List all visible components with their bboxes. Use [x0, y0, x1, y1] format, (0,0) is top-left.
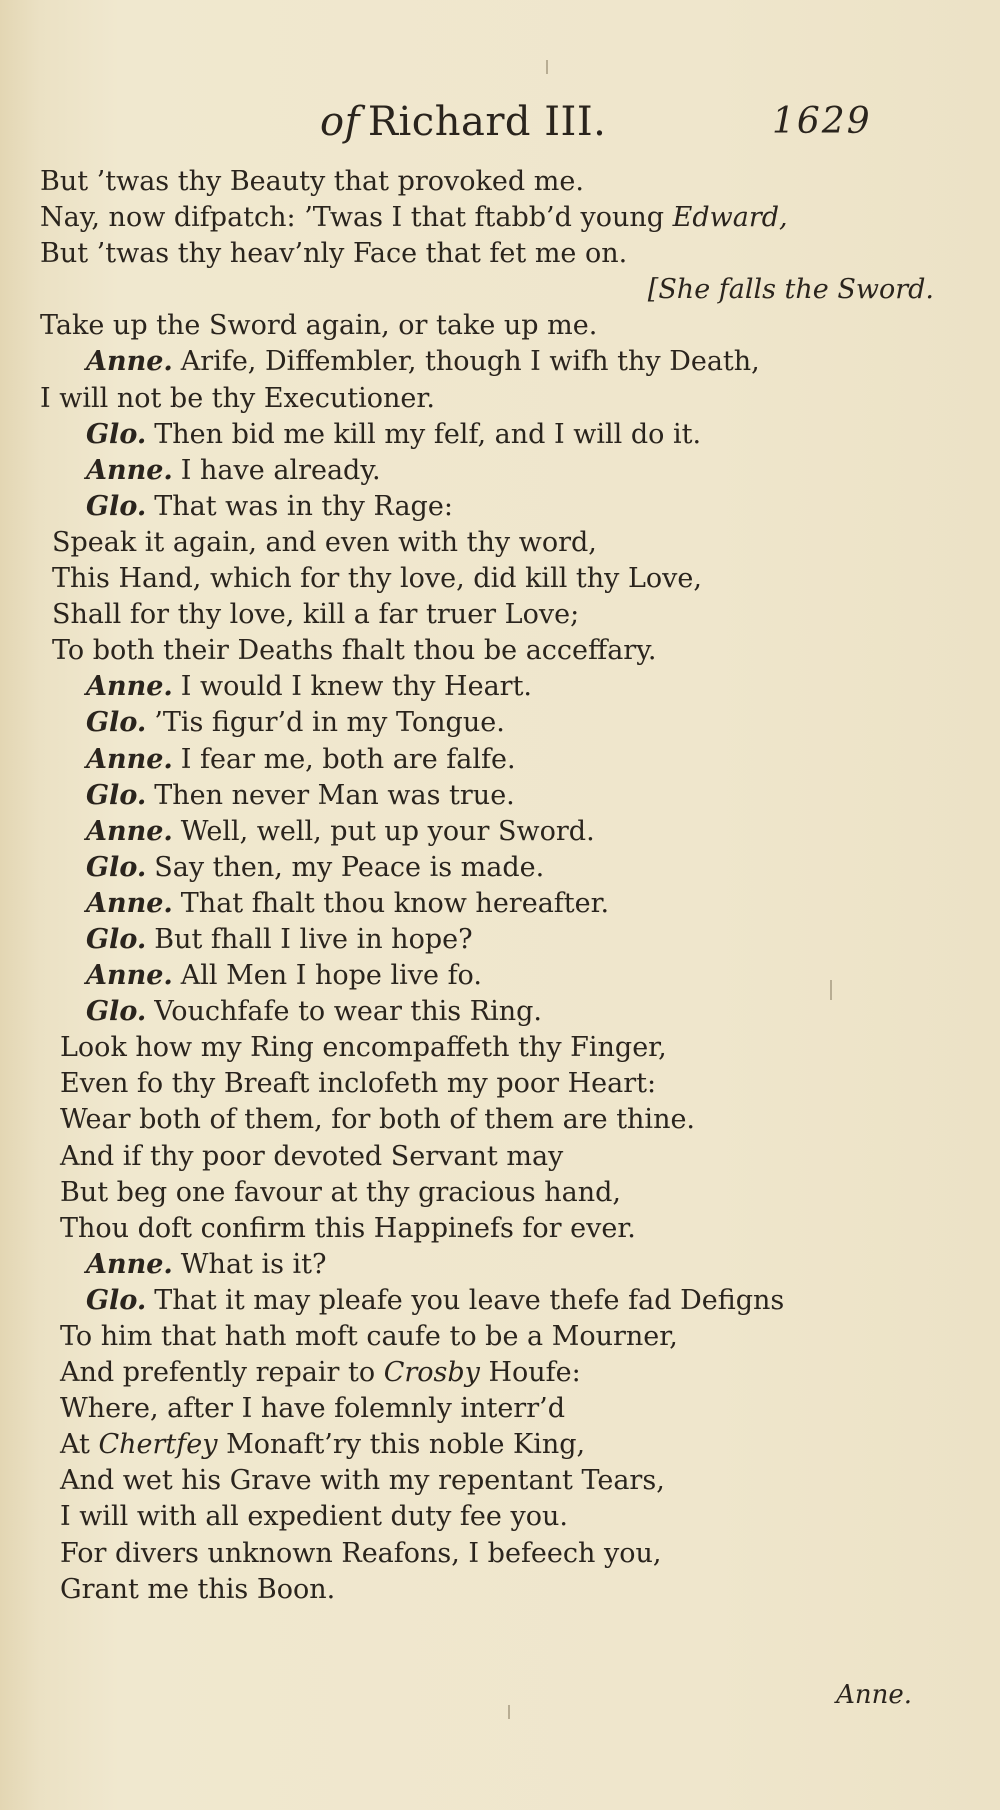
- verse-line: [40, 200, 940, 236]
- speaker-name: Anne.: [86, 454, 173, 486]
- line-text: I have already.: [180, 454, 381, 486]
- verse-line: [40, 1175, 940, 1211]
- verse-line: [40, 814, 940, 850]
- italic-name: Chertfey: [98, 1429, 218, 1461]
- line-text: For divers unknown Reafons, I befeech you,: [60, 1537, 662, 1569]
- speaker-name: Anne.: [86, 346, 173, 378]
- play-text: [40, 164, 940, 1608]
- line-text: At: [60, 1429, 99, 1461]
- speaker-name: Glo.: [86, 996, 147, 1028]
- line-text: That fhalt thou know hereafter.: [180, 887, 610, 919]
- line-text: Thou doft confirm this Happinefs for ever.: [60, 1212, 636, 1244]
- verse-line: [40, 1247, 940, 1283]
- speaker-name: Anne.: [86, 743, 173, 775]
- verse-line: [40, 1355, 940, 1391]
- line-text-continued: Houfe:: [479, 1357, 581, 1389]
- verse-line: [40, 236, 940, 272]
- running-head-of: of: [320, 99, 360, 145]
- speaker-name: Anne.: [86, 671, 173, 703]
- line-text: And wet his Grave with my repentant Tears,: [60, 1465, 665, 1497]
- verse-line: [40, 1319, 940, 1355]
- running-head-title: Richard III.: [367, 99, 607, 145]
- verse-line: [40, 1499, 940, 1535]
- verse-line: [40, 1572, 940, 1608]
- verse-line: [40, 886, 940, 922]
- line-text: And prefently repair to: [60, 1357, 384, 1389]
- line-text: Wear both of them, for both of them are thine.: [60, 1104, 696, 1136]
- line-text: Where, after I have folemnly interr’d: [60, 1393, 565, 1425]
- line-text: Even fo thy Breaft inclofeth my poor Heart:: [60, 1068, 657, 1100]
- line-text: All Men I hope live fo.: [180, 960, 482, 992]
- verse-line: [40, 308, 940, 344]
- page-header: [0, 92, 1000, 152]
- line-text: Then never Man was true.: [154, 779, 515, 811]
- verse-line: [40, 742, 940, 778]
- verse-line: [40, 1283, 940, 1319]
- line-text: To him that hath moft caufe to be a Mourner,: [60, 1321, 678, 1352]
- verse-line: [40, 1463, 940, 1499]
- italic-name: Edward,: [672, 202, 788, 234]
- speaker-name: Anne.: [86, 815, 173, 847]
- line-text: Shall for thy love, kill a far truer Love;: [52, 599, 580, 631]
- speaker-name: Glo.: [86, 779, 147, 811]
- line-text: But beg one favour at thy gracious hand,: [60, 1176, 621, 1208]
- line-text: Say then, my Peace is made.: [154, 851, 545, 883]
- line-text: Speak it again, and even with thy word,: [52, 526, 597, 558]
- verse-line: [40, 778, 940, 814]
- line-text: ’Tis figur’d in my Tongue.: [154, 707, 505, 739]
- verse-line: [40, 958, 940, 994]
- line-text: Look how my Ring encompaffeth thy Finger,: [60, 1032, 667, 1064]
- line-text: Vouchfafe to wear this Ring.: [154, 996, 542, 1028]
- verse-line: [40, 1536, 940, 1572]
- verse-line: [40, 489, 940, 525]
- line-text: Well, well, put up your Sword.: [180, 815, 595, 847]
- line-text: Nay, now difpatch: ’Twas I that ftabb’d young: [40, 202, 673, 234]
- line-text: Then bid me kill my felf, and I will do it.: [154, 418, 702, 450]
- speaker-name: Glo.: [86, 923, 147, 955]
- verse-line: [40, 164, 940, 200]
- line-text: And if thy poor devoted Servant may: [60, 1140, 564, 1172]
- speaker-name: Glo.: [86, 418, 147, 450]
- line-text: I will with all expedient duty fee you.: [60, 1501, 568, 1533]
- speaker-name: Glo.: [86, 851, 147, 883]
- verse-line: [40, 1066, 940, 1102]
- verse-line: [40, 381, 940, 417]
- verse-line: [40, 705, 940, 741]
- verse-line: [40, 633, 940, 669]
- line-text: I would I knew thy Heart.: [180, 671, 533, 703]
- line-text: Take up the Sword again, or take up me.: [40, 310, 598, 342]
- verse-line: [40, 453, 940, 489]
- paper-speck: [830, 980, 832, 1000]
- catchword: Anne.: [836, 1680, 912, 1710]
- line-text: But fhall I live in hope?: [154, 923, 473, 955]
- line-text: That it may pleafe you leave thefe fad Defigns: [154, 1284, 785, 1316]
- speaker-name: Glo.: [86, 707, 147, 739]
- verse-line: [40, 669, 940, 705]
- verse-line: [40, 994, 940, 1030]
- running-head: [320, 92, 606, 152]
- stage-direction: [40, 272, 940, 308]
- verse-line: [40, 850, 940, 886]
- verse-line: [40, 417, 940, 453]
- verse-line: [40, 1139, 940, 1175]
- line-text: This Hand, which for thy love, did kill thy Love,: [52, 563, 702, 595]
- page-number: 1629: [772, 101, 872, 142]
- verse-line: [40, 525, 940, 561]
- verse-line: [40, 1030, 940, 1066]
- line-text: Grant me this Boon.: [60, 1573, 336, 1605]
- speaker-name: Anne.: [86, 1248, 173, 1280]
- paper-speck: [508, 1705, 510, 1719]
- verse-line: [40, 1391, 940, 1427]
- italic-name: Crosby: [383, 1357, 480, 1389]
- line-text: [She falls the Sword.: [647, 274, 934, 306]
- paper-speck: [546, 60, 548, 74]
- verse-line: [40, 561, 940, 597]
- speaker-name: Glo.: [86, 490, 147, 522]
- line-text: That was in thy Rage:: [154, 490, 453, 522]
- line-text: What is it?: [180, 1248, 327, 1280]
- line-text: I fear me, both are falfe.: [180, 743, 516, 775]
- line-text: But ’twas thy Beauty that provoked me.: [40, 166, 584, 197]
- speaker-name: Anne.: [86, 960, 173, 992]
- line-text: I will not be thy Executioner.: [40, 382, 435, 414]
- verse-line: [40, 597, 940, 633]
- speaker-name: Anne.: [86, 887, 173, 919]
- line-text: Arife, Diffembler, though I wifh thy Death,: [180, 346, 760, 378]
- verse-line: [40, 1102, 940, 1138]
- verse-line: [40, 1427, 940, 1463]
- verse-line: [40, 1211, 940, 1247]
- verse-line: [40, 922, 940, 958]
- line-text: But ’twas thy heav’nly Face that fet me on.: [40, 238, 628, 270]
- speaker-name: Glo.: [86, 1284, 147, 1316]
- line-text: To both their Deaths fhalt thou be acceffary.: [52, 635, 657, 667]
- line-text-continued: Monaft’ry this noble King,: [217, 1429, 586, 1461]
- verse-line: [40, 344, 940, 380]
